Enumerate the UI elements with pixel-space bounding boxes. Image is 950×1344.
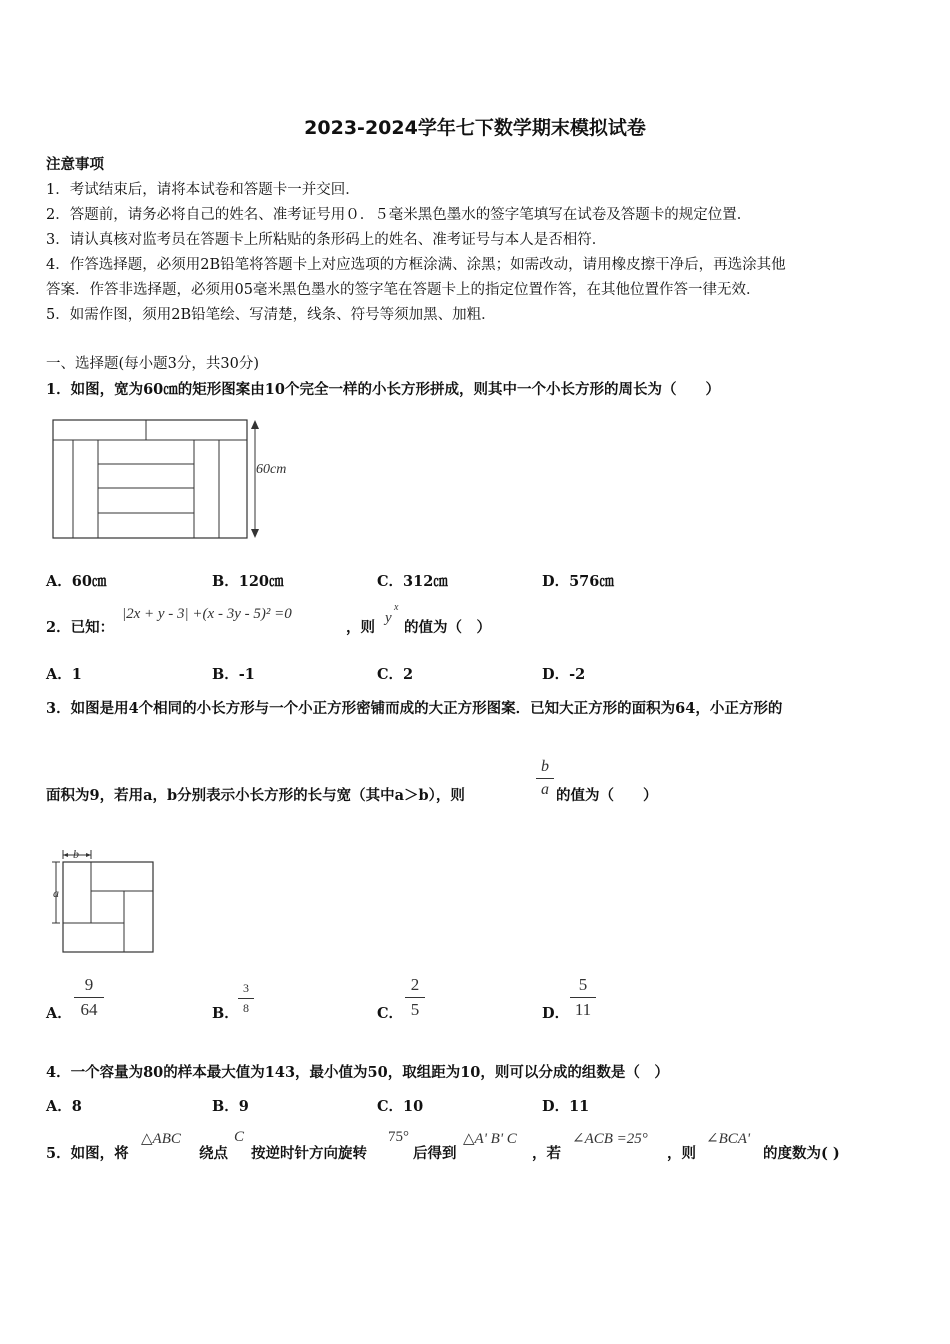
q3-c-den: 5 [410,1000,420,1019]
question-1-figure [46,415,306,545]
question-3-suffix: 的值为（ ） [556,787,658,804]
q4-option-d: D．11 [542,1098,590,1115]
question-1-text: 1．如图，宽为60㎝的矩形图案由10个完全一样的小长方形拼成，则其中一个小长方形的周长为（ ） [46,381,720,398]
q3-d-num: 5 [578,975,588,994]
q1-option-b: B．120㎝ [212,573,284,590]
q2-option-d: D．-2 [542,666,586,683]
question-2-exponent: x [394,602,399,613]
q3-option-c-fraction [405,975,425,1020]
question-5-part4: 后得到 [413,1145,457,1162]
q1-option-c: C．312㎝ [377,573,448,590]
question-3-line2: 面积为9，若用a，b分别表示小长方形的长与宽（其中a＞b），则 [46,787,465,804]
question-5-point: C [234,1129,245,1145]
q4-option-c: C．10 [377,1098,424,1115]
q3-c-num: 2 [410,975,420,994]
notice-item-5: 5．如需作图，须用2B铅笔绘、写清楚，线条、符号等须加黑、加粗． [46,307,496,323]
figure-width-label: 60cm [256,462,287,477]
question-2-base: y [385,610,392,626]
notice-item-3: 3．请认真核对监考员在答题卡上所粘贴的条形码上的姓名、准考证号与本人是否相符． [46,232,607,248]
question-5-part1: 5．如图，将 [46,1145,129,1162]
question-2-suffix: 的值为（ ） [404,619,491,636]
notice-item-4: 4．作答选择题，必须用2B铅笔将答题卡上对应选项的方框涂满、涂黑；如需改动，请用橡皮擦干净后，再选涂其他 [46,257,786,273]
q2-option-a: A．1 [46,666,82,683]
figure-a-label: a [53,886,59,900]
q3-option-d-letter: D． [542,1005,570,1022]
q3-option-d-fraction [570,975,596,1020]
question-2-mid: ，则 [346,619,375,636]
notice-heading: 注意事项 [46,156,104,173]
q3-option-b-fraction [238,981,254,1016]
question-5-angle: 75° [388,1129,409,1145]
q3-option-a-fraction [74,975,104,1020]
q2-option-c: C．2 [377,666,414,683]
q3-d-den: 11 [574,1000,592,1019]
figure-b-label: b [73,847,79,861]
notice-item-1: 1．考试结束后，请将本试卷和答题卡一并交回． [46,182,360,198]
q3-b-den: 8 [243,1001,249,1015]
question-5-target-angle: ∠BCA' [706,1131,751,1147]
question-5-part3: 按逆时针方向旋转 [251,1145,367,1162]
q3-a-num: 9 [84,975,94,994]
q3-option-b-letter: B． [212,1005,239,1022]
q4-option-a: A．8 [46,1098,82,1115]
q1-option-d: D．576㎝ [542,573,614,590]
question-4-text: 4．一个容量为80的样本最大值为143，最小值为50，取组距为10，则可以分成的组数是（ ） [46,1064,669,1081]
q2-option-b: B．-1 [212,666,255,683]
q3-option-a-letter: A． [46,1005,72,1022]
q1-option-a: A．60㎝ [46,573,107,590]
q3-option-c-letter: C． [377,1005,404,1022]
question-3-figure [46,845,161,957]
question-3-fraction [536,758,554,799]
section-heading: 一、选择题(每小题3分，共30分) [46,356,259,372]
q3-b-num: 3 [243,981,249,995]
q4-option-b: B．9 [212,1098,249,1115]
notice-item-2: 2．答题前，请务必将自己的姓名、准考证号用０．５毫米黑色墨水的签字笔填写在试卷及答题卡的规定位置． [46,207,752,223]
notice-item-4-cont: 答案．作答非选择题，必须用05毫米黑色墨水的签字笔在答题卡上的指定位置作答，在其他位置作答一律无效． [46,282,761,298]
question-5-part5: ，若 [532,1145,561,1162]
question-5-given-angle: ∠ACB =25° [572,1131,648,1147]
question-5-triangle: △ABC [141,1131,181,1147]
q3-a-den: 64 [80,1000,98,1019]
question-3-line1: 3．如图是用4个相同的小长方形与一个小正方形密铺而成的大正方形图案．已知大正方形的面积为64，小正方形的 [46,700,783,717]
question-5-part6: ，则 [667,1145,696,1162]
question-5-image-triangle: △A' B' C [463,1131,517,1147]
page-title: 2023-2024学年七下数学期末模拟试卷 [304,117,646,139]
fraction-denominator: a [541,781,549,798]
question-2-prefix: 2．已知： [46,619,115,636]
fraction-numerator: b [541,758,549,775]
question-5-part7: 的度数为( ) [763,1145,840,1162]
question-2-equation: |2x + y - 3| +(x - 3y - 5)² =0 [122,606,292,622]
question-5-part2: 绕点 [199,1145,228,1162]
